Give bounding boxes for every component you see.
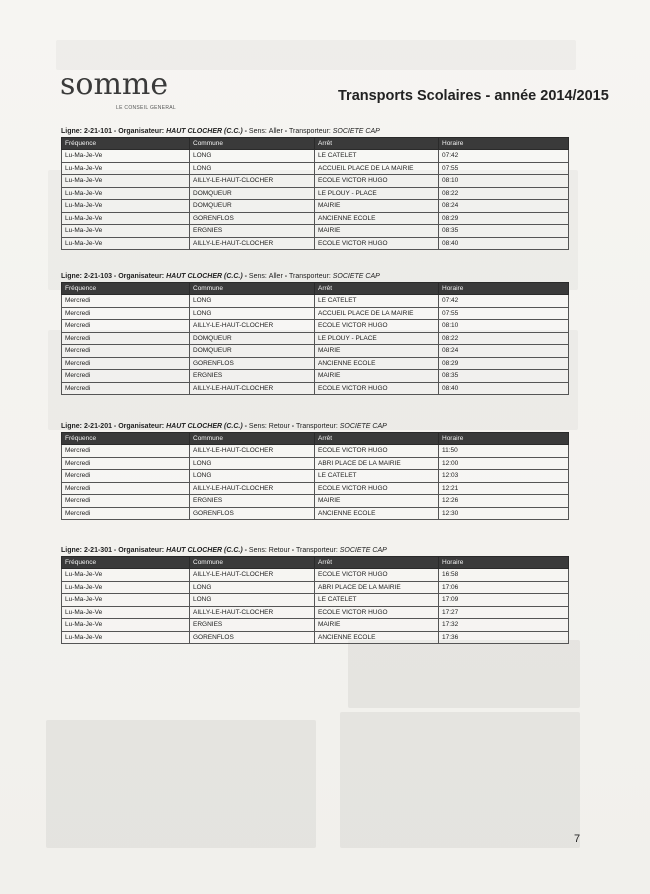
table-cell: Lu-Ma-Je-Ve [62,237,190,250]
table-cell: Mercredi [62,482,190,495]
table-cell: DOMQUEUR [190,345,315,358]
table-cell: ABRI PLACE DE LA MAIRIE [315,457,439,470]
table-cell: AILLY-LE-HAUT-CLOCHER [190,320,315,333]
table-cell: Mercredi [62,307,190,320]
table-cell: Lu-Ma-Je-Ve [62,225,190,238]
line-header: Ligne: 2-21-101 - Organisateur: HAUT CLOCHER (C.C.) - Sens: Aller - Transporteur: SOCIETE CAP [61,128,380,135]
table-cell: 08:10 [439,175,569,188]
table-cell: ERGNIES [190,370,315,383]
table-cell: Mercredi [62,320,190,333]
table-row [62,295,569,308]
column-header: Commune [190,433,315,445]
table-cell: 07:55 [439,162,569,175]
ligne-value: 2-21-301 [83,547,112,554]
table-cell: AILLY-LE-HAUT-CLOCHER [190,482,315,495]
sens-value: Sens: [248,547,267,554]
table-cell: AILLY-LE-HAUT-CLOCHER [190,237,315,250]
ligne-value: 2-21-201 [83,423,112,430]
column-header: Horaire [439,557,569,569]
table-cell: ANCIENNE ECOLE [315,212,439,225]
table-row [62,457,569,470]
table-cell: Lu-Ma-Je-Ve [62,162,190,175]
table-cell: ANCIENNE ECOLE [315,357,439,370]
table-cell: MAIRIE [315,200,439,213]
table-cell: 17:27 [439,606,569,619]
table-cell: 12:30 [439,507,569,520]
table-cell: 07:42 [439,295,569,308]
table-cell: AILLY-LE-HAUT-CLOCHER [190,175,315,188]
page-title: Transports Scolaires - année 2014/2015 [338,88,609,104]
table-cell: Mercredi [62,457,190,470]
schedule-table [61,432,569,520]
column-header: Commune [190,138,315,150]
table-cell: 12:21 [439,482,569,495]
column-header: Horaire [439,283,569,295]
table-cell: GORENFLOS [190,357,315,370]
page-number: 7 [574,833,581,845]
table-cell: Mercredi [62,470,190,483]
table-row [62,370,569,383]
sens-value: Sens: [248,128,267,135]
table-cell: ECOLE VICTOR HUGO [315,445,439,458]
table-cell: Lu-Ma-Je-Ve [62,569,190,582]
table-cell: Mercredi [62,345,190,358]
table-cell: LE CATELET [315,150,439,163]
table-cell: 08:22 [439,187,569,200]
table-cell: ERGNIES [190,495,315,508]
line-header: Ligne: 2-21-301 - Organisateur: HAUT CLOCHER (C.C.) - Sens: Retour - Transporteur: SOCIETE CAP [61,547,387,554]
table-cell: ACCUEIL PLACE DE LA MAIRIE [315,162,439,175]
table-row [62,482,569,495]
table-cell: ANCIENNE ECOLE [315,631,439,644]
table-cell: Mercredi [62,332,190,345]
sens-value: Sens: [248,273,267,280]
transporteur-value: SOCIETE CAP [339,423,387,430]
table-cell: GORENFLOS [190,507,315,520]
column-header: Fréquence [62,138,190,150]
table-cell: Mercredi [62,495,190,508]
table-cell: AILLY-LE-HAUT-CLOCHER [190,382,315,395]
schedule-table [61,282,569,395]
schedule-table [61,556,569,644]
table-cell: MAIRIE [315,225,439,238]
table-cell: MAIRIE [315,495,439,508]
organisateur-value: HAUT CLOCHER (C.C.) [166,128,243,135]
table-cell: Mercredi [62,370,190,383]
column-header: Fréquence [62,557,190,569]
table-row [62,382,569,395]
table-row [62,332,569,345]
table-row [62,307,569,320]
table-row [62,470,569,483]
table-row [62,631,569,644]
table-cell: ACCUEIL PLACE DE LA MAIRIE [315,307,439,320]
table-cell: LONG [190,307,315,320]
sens-value: Aller [268,128,283,135]
table-row [62,495,569,508]
organisateur-value: Organisateur: [118,423,165,430]
table-cell: LONG [190,162,315,175]
transporteur-value: Transporteur: [296,423,338,430]
table-row [62,200,569,213]
transporteur-value: Transporteur: [289,273,331,280]
table-cell: GORENFLOS [190,212,315,225]
column-header: Arrêt [315,557,439,569]
line-header: Ligne: 2-21-201 - Organisateur: HAUT CLOCHER (C.C.) - Sens: Retour - Transporteur: SOCIETE CAP [61,423,387,430]
table-row [62,175,569,188]
table-cell: LONG [190,470,315,483]
organisateur-value: Organisateur: [118,547,165,554]
organisateur-value: HAUT CLOCHER (C.C.) [166,273,243,280]
table-row [62,162,569,175]
column-header: Commune [190,557,315,569]
table-cell: DOMQUEUR [190,332,315,345]
table-row [62,225,569,238]
table-cell: Lu-Ma-Je-Ve [62,606,190,619]
column-header: Horaire [439,433,569,445]
table-row [62,357,569,370]
table-header-row [62,557,569,569]
table-cell: LONG [190,581,315,594]
table-cell: MAIRIE [315,370,439,383]
table-cell: ECOLE VICTOR HUGO [315,606,439,619]
table-cell: 08:22 [439,332,569,345]
table-cell: 07:55 [439,307,569,320]
table-cell: ECOLE VICTOR HUGO [315,569,439,582]
table-header-row [62,138,569,150]
table-cell: Lu-Ma-Je-Ve [62,200,190,213]
table-cell: AILLY-LE-HAUT-CLOCHER [190,445,315,458]
table-cell: MAIRIE [315,619,439,632]
table-cell: Lu-Ma-Je-Ve [62,187,190,200]
ligne-value: Ligne: [61,273,82,280]
table-cell: 08:24 [439,345,569,358]
table-cell: ERGNIES [190,225,315,238]
table-cell: 17:32 [439,619,569,632]
schedule-section [61,272,568,395]
table-cell: Lu-Ma-Je-Ve [62,581,190,594]
table-cell: ABRI PLACE DE LA MAIRIE [315,581,439,594]
table-cell: ECOLE VICTOR HUGO [315,382,439,395]
table-cell: LONG [190,150,315,163]
sens-value: Aller [268,273,283,280]
table-cell: ECOLE VICTOR HUGO [315,237,439,250]
table-cell: 12:26 [439,495,569,508]
table-row [62,187,569,200]
column-header: Arrêt [315,433,439,445]
table-cell: LONG [190,457,315,470]
column-header: Arrêt [315,138,439,150]
table-cell: DOMQUEUR [190,187,315,200]
table-cell: Mercredi [62,357,190,370]
table-cell: 07:42 [439,150,569,163]
column-header: Fréquence [62,433,190,445]
table-cell: AILLY-LE-HAUT-CLOCHER [190,569,315,582]
organisateur-value: HAUT CLOCHER (C.C.) [166,547,243,554]
table-cell: Lu-Ma-Je-Ve [62,212,190,225]
table-cell: 16:58 [439,569,569,582]
table-cell: 08:29 [439,357,569,370]
table-cell: Lu-Ma-Je-Ve [62,631,190,644]
table-row [62,581,569,594]
table-header-row [62,283,569,295]
sens-value: Sens: [248,423,267,430]
column-header: Arrêt [315,283,439,295]
table-cell: 08:35 [439,370,569,383]
ligne-value: Ligne: [61,547,82,554]
table-cell: 12:03 [439,470,569,483]
ligne-value: 2-21-103 [83,273,112,280]
transporteur-value: SOCIETE CAP [339,547,387,554]
sens-value: Retour [268,423,290,430]
table-row [62,345,569,358]
table-cell: MAIRIE [315,345,439,358]
table-cell: 08:40 [439,237,569,250]
column-header: Commune [190,283,315,295]
column-header: Fréquence [62,283,190,295]
table-cell: 08:40 [439,382,569,395]
schedule-section [61,422,568,520]
table-cell: DOMQUEUR [190,200,315,213]
table-row [62,237,569,250]
table-cell: Mercredi [62,445,190,458]
table-cell: LE PLOUY - PLACE [315,332,439,345]
table-cell: 08:29 [439,212,569,225]
table-cell: AILLY-LE-HAUT-CLOCHER [190,606,315,619]
table-cell: GORENFLOS [190,631,315,644]
table-row [62,445,569,458]
table-cell: ECOLE VICTOR HUGO [315,320,439,333]
table-cell: LONG [190,594,315,607]
table-cell: LE CATELET [315,295,439,308]
table-cell: 17:36 [439,631,569,644]
table-row [62,212,569,225]
table-cell: ERGNIES [190,619,315,632]
table-row [62,150,569,163]
table-cell: 08:10 [439,320,569,333]
table-cell: Mercredi [62,507,190,520]
table-cell: ANCIENNE ECOLE [315,507,439,520]
table-row [62,569,569,582]
table-cell: Mercredi [62,382,190,395]
ligne-value: 2-21-101 [83,128,112,135]
table-cell: Mercredi [62,295,190,308]
schedule-table [61,137,569,250]
transporteur-value: Transporteur: [289,128,331,135]
schedule-section [61,127,568,250]
organisateur-value: Organisateur: [118,128,165,135]
ligne-value: Ligne: [61,423,82,430]
table-cell: 12:00 [439,457,569,470]
line-header: Ligne: 2-21-103 - Organisateur: HAUT CLOCHER (C.C.) - Sens: Aller - Transporteur: SOCIETE CAP [61,273,380,280]
table-cell: 17:06 [439,581,569,594]
table-cell: Lu-Ma-Je-Ve [62,594,190,607]
ligne-value: Ligne: [61,128,82,135]
table-cell: ECOLE VICTOR HUGO [315,175,439,188]
organisateur-value: Organisateur: [118,273,165,280]
somme-logo: somme [60,67,169,102]
organisateur-value: HAUT CLOCHER (C.C.) [166,423,243,430]
table-row [62,606,569,619]
column-header: Horaire [439,138,569,150]
table-cell: ECOLE VICTOR HUGO [315,482,439,495]
table-cell: LE PLOUY - PLACE [315,187,439,200]
table-cell: LE CATELET [315,594,439,607]
table-cell: Lu-Ma-Je-Ve [62,175,190,188]
table-cell: Lu-Ma-Je-Ve [62,619,190,632]
table-row [62,507,569,520]
table-cell: 11:50 [439,445,569,458]
table-cell: LE CATELET [315,470,439,483]
table-cell: 08:24 [439,200,569,213]
table-cell: 08:35 [439,225,569,238]
sens-value: Retour [268,547,290,554]
table-cell: Lu-Ma-Je-Ve [62,150,190,163]
table-cell: 17:09 [439,594,569,607]
transporteur-value: SOCIETE CAP [332,128,380,135]
table-row [62,619,569,632]
transporteur-value: SOCIETE CAP [332,273,380,280]
table-header-row [62,433,569,445]
logo-subtext: LE CONSEIL GENERAL [116,105,176,111]
table-cell: LONG [190,295,315,308]
transporteur-value: Transporteur: [296,547,338,554]
table-row [62,320,569,333]
schedule-section [61,546,568,644]
table-row [62,594,569,607]
